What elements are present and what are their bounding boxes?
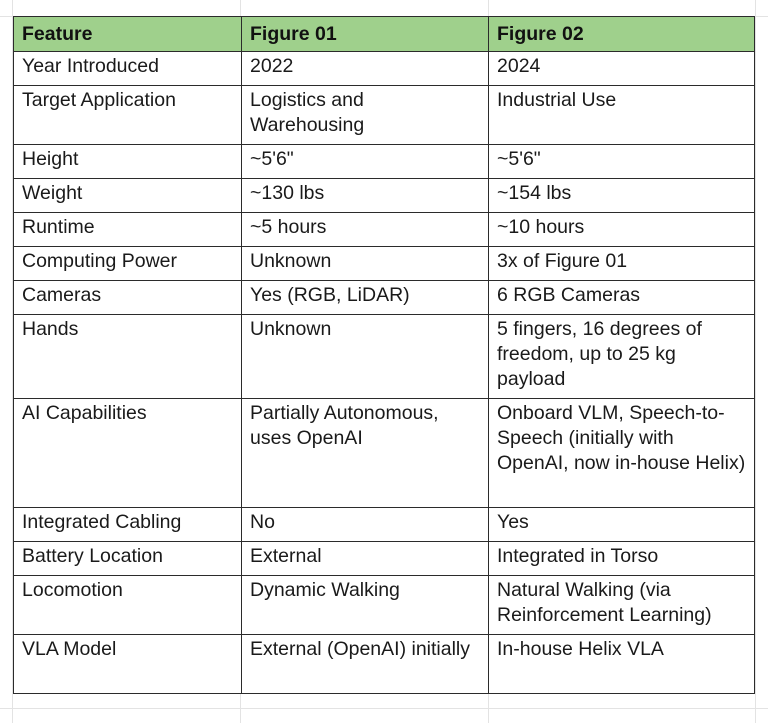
feature-cell[interactable]: Weight [14,179,242,213]
table-row [14,315,755,399]
figure-02-cell[interactable]: ~10 hours [489,213,755,247]
header-figure-01[interactable]: Figure 01 [242,17,489,52]
figure-02-cell[interactable]: In-house Helix VLA [489,635,755,694]
table-row [14,576,755,635]
feature-cell[interactable]: Integrated Cabling [14,508,242,542]
figure-01-cell[interactable]: No [242,508,489,542]
figure-02-cell[interactable]: 5 fingers, 16 degrees of freedom, up to 25 kg payload [489,315,755,399]
table-row [14,635,755,694]
figure-01-cell[interactable]: Unknown [242,247,489,281]
table-row [14,213,755,247]
table-row [14,179,755,213]
figure-02-cell[interactable]: Onboard VLM, Speech-to-Speech (initially with OpenAI, now in-house Helix) [489,399,755,508]
figure-01-cell[interactable]: Dynamic Walking [242,576,489,635]
table-row [14,145,755,179]
figure-01-cell[interactable]: Logistics and Warehousing [242,86,489,145]
figure-02-cell[interactable]: Integrated in Torso [489,542,755,576]
feature-cell[interactable]: Locomotion [14,576,242,635]
table-row [14,508,755,542]
table-row [14,399,755,508]
figure-01-cell[interactable]: External [242,542,489,576]
figure-02-cell[interactable]: Yes [489,508,755,542]
feature-cell[interactable]: Year Introduced [14,52,242,86]
header-feature[interactable]: Feature [14,17,242,52]
header-figure-02[interactable]: Figure 02 [489,17,755,52]
figure-02-cell[interactable]: Natural Walking (via Reinforcement Learning) [489,576,755,635]
figure-02-cell[interactable]: ~154 lbs [489,179,755,213]
figure-02-cell[interactable]: 2024 [489,52,755,86]
figure-02-cell[interactable]: Industrial Use [489,86,755,145]
table-row [14,247,755,281]
figure-01-cell[interactable]: ~130 lbs [242,179,489,213]
figure-01-cell[interactable]: External (OpenAI) initially [242,635,489,694]
figure-02-cell[interactable]: ~5'6" [489,145,755,179]
figure-01-cell[interactable]: Yes (RGB, LiDAR) [242,281,489,315]
figure-01-cell[interactable]: ~5'6" [242,145,489,179]
feature-cell[interactable]: Cameras [14,281,242,315]
feature-cell[interactable]: VLA Model [14,635,242,694]
table-row [14,281,755,315]
figure-01-cell[interactable]: Unknown [242,315,489,399]
feature-cell[interactable]: AI Capabilities [14,399,242,508]
table-row [14,542,755,576]
figure-01-cell[interactable]: 2022 [242,52,489,86]
feature-cell[interactable]: Hands [14,315,242,399]
comparison-table [13,16,755,694]
figure-02-cell[interactable]: 6 RGB Cameras [489,281,755,315]
feature-cell[interactable]: Computing Power [14,247,242,281]
feature-cell[interactable]: Target Application [14,86,242,145]
table-row [14,52,755,86]
feature-cell[interactable]: Runtime [14,213,242,247]
feature-cell[interactable]: Height [14,145,242,179]
figure-02-cell[interactable]: 3x of Figure 01 [489,247,755,281]
table-row [14,86,755,145]
feature-cell[interactable]: Battery Location [14,542,242,576]
figure-01-cell[interactable]: ~5 hours [242,213,489,247]
header-row [14,17,755,52]
figure-01-cell[interactable]: Partially Autonomous, uses OpenAI [242,399,489,508]
